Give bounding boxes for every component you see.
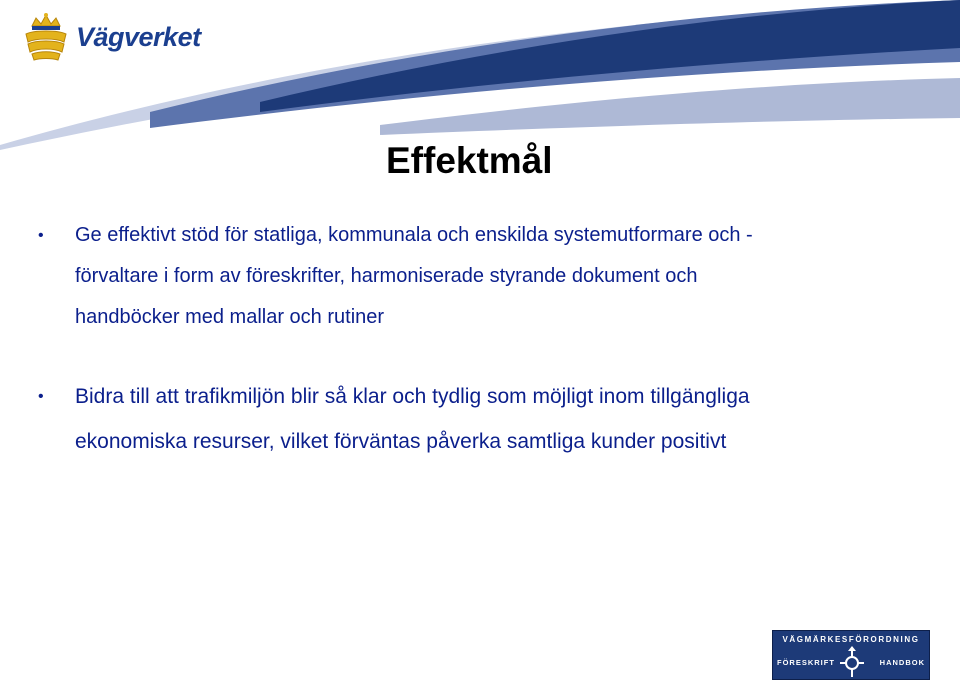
bullet-item	[38, 374, 918, 464]
bullet-marker: •	[38, 227, 44, 244]
bullet-line: Bidra till att trafikmiljön blir så klar och tydlig som möjligt inom tillgängliga	[75, 385, 750, 408]
bullet-marker: •	[38, 388, 44, 405]
vagverket-logo	[22, 12, 222, 64]
bullet-item	[38, 215, 918, 338]
bullet-line: ekonomiska resurser, vilket förväntas påverka samtliga kunder positivt	[75, 430, 727, 453]
badge-right-text: HANDBOK	[879, 658, 925, 667]
bullet-line: förvaltare i form av föreskrifter, harmoniserade styrande dokument och	[75, 265, 698, 287]
roundabout-arrows-icon	[840, 645, 864, 677]
slide-title: Effektmål	[386, 140, 553, 181]
crown-emblem-icon	[22, 12, 70, 62]
logo-wordmark: Vägverket	[76, 22, 201, 52]
vagmarkesforordning-badge	[772, 630, 930, 680]
bullet-line: handböcker med mallar och rutiner	[75, 306, 385, 328]
bullet-line: Ge effektivt stöd för statliga, kommunala och enskilda systemutformare och -	[75, 224, 753, 246]
badge-left-text: FÖRESKRIFT	[777, 658, 835, 667]
bullet-list	[38, 215, 918, 464]
badge-top-text: VÄGMÄRKESFÖRORDNING	[782, 635, 920, 644]
